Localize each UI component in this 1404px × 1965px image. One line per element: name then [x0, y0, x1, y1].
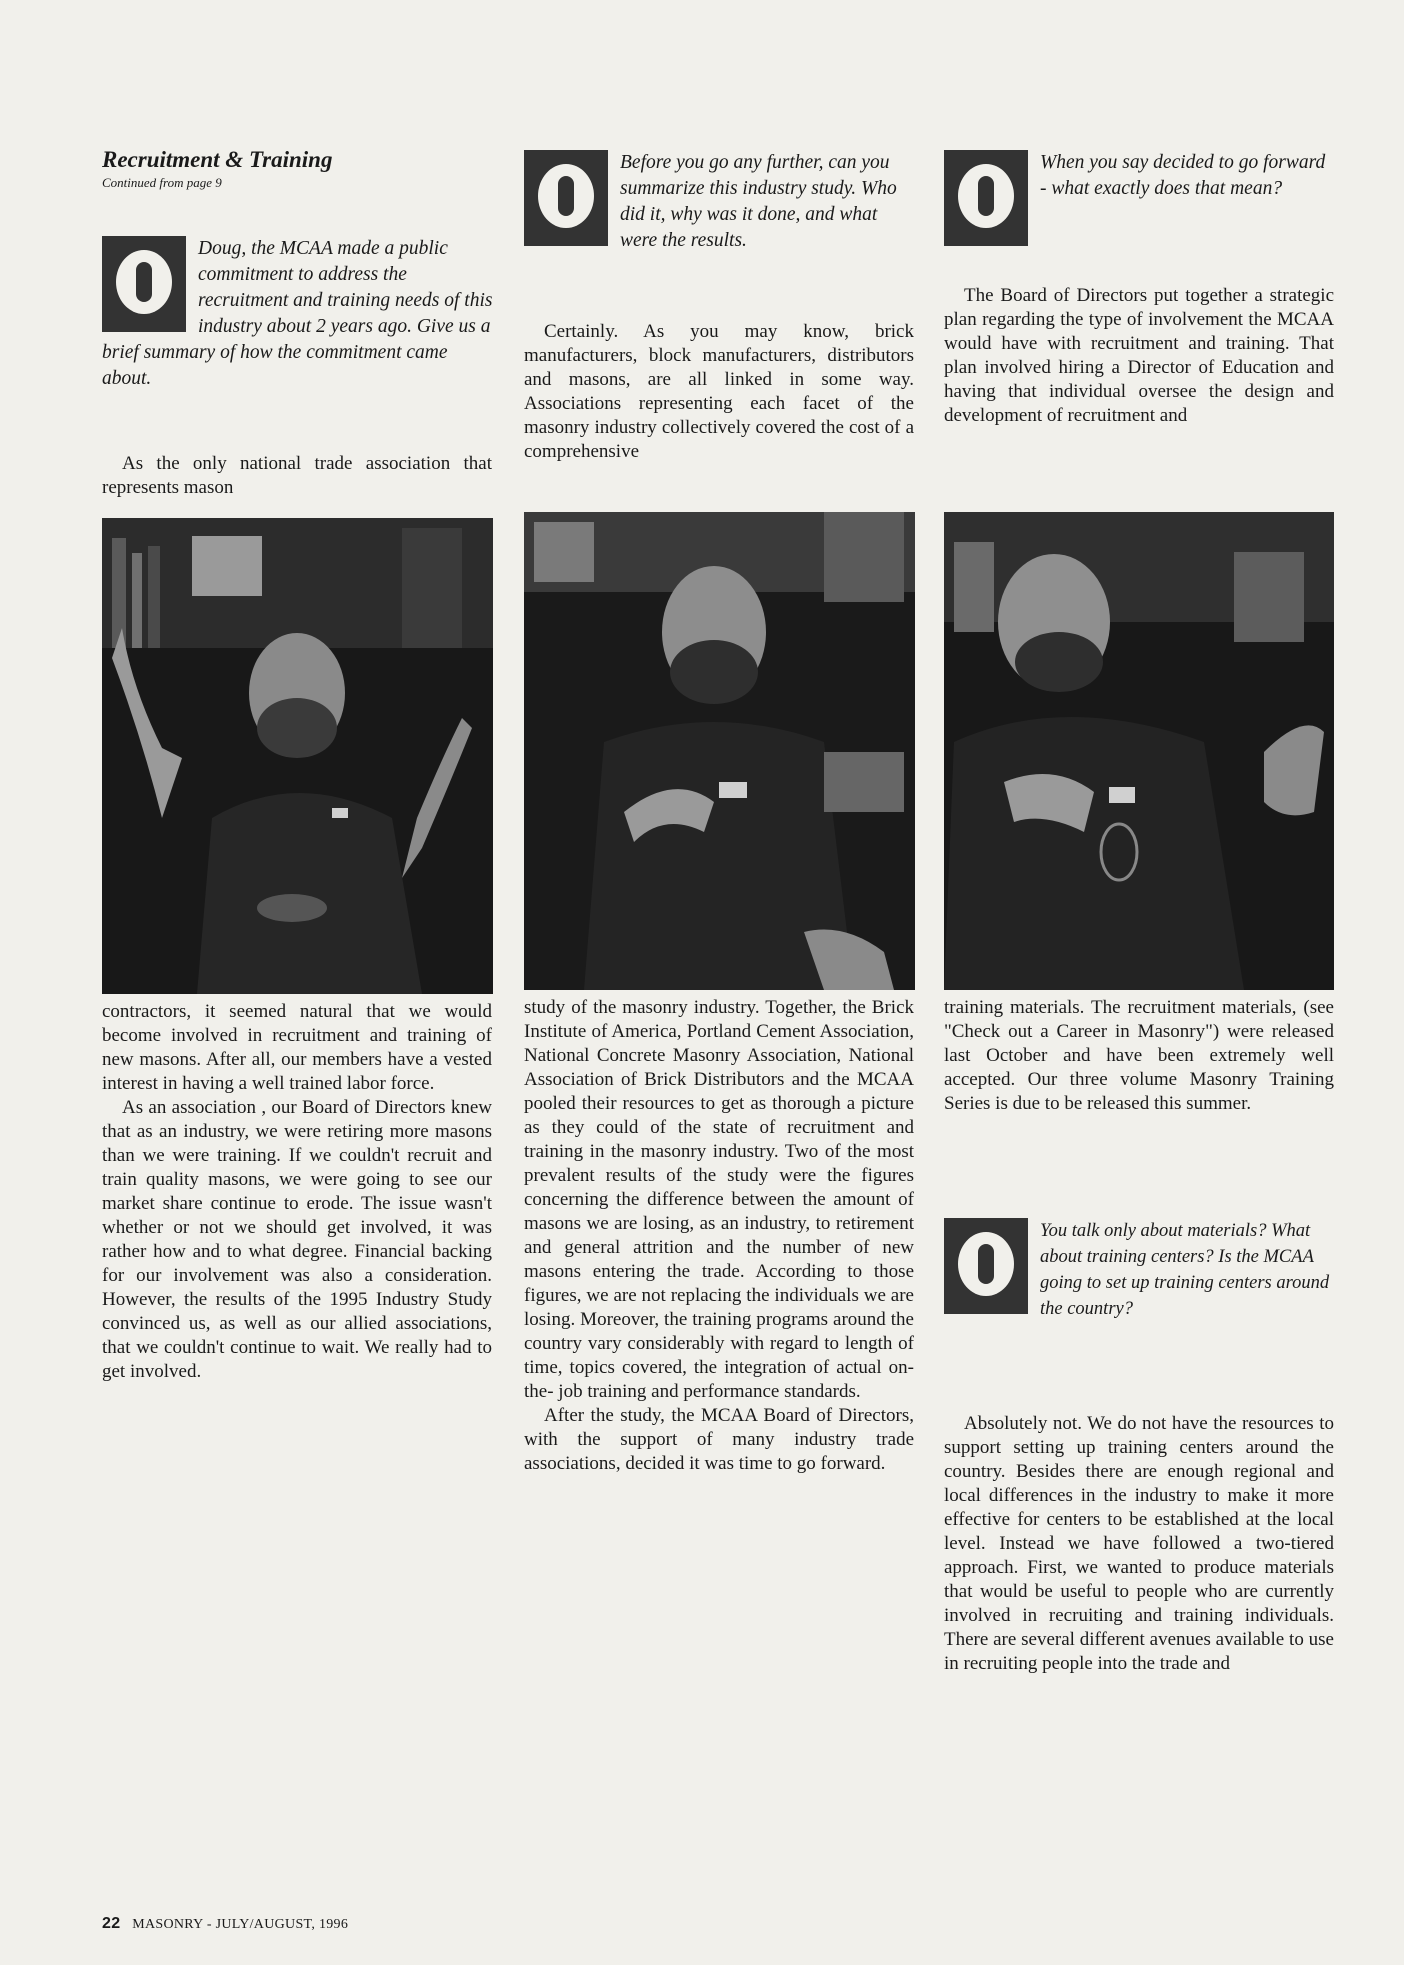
q-icon — [524, 150, 608, 246]
publication-line: MASONRY - JULY/AUGUST, 1996 — [132, 1917, 349, 1932]
paragraph: contractors, it seemed natural that we would become involved in recruitment and training of new masons. After all, our members have a vested interest in having a well trained labor force. — [102, 1001, 492, 1094]
question-text: You talk only about materials? What about training centers? Is the MCAA going to set up training centers around the country? — [1040, 1221, 1330, 1319]
paragraph: After the study, the MCAA Board of Directors, with the support of many industry trade associations, decided it was time to go forward. — [524, 1405, 914, 1474]
continued-note: Continued from page 9 — [102, 175, 222, 190]
question-block-1 — [102, 236, 494, 392]
question-text: Doug, the MCAA made a public commitment to address the recruitment and training needs of this industry about 2 years ago. Give us a brief summary of how the commitment came about. — [102, 238, 493, 389]
page-footer — [102, 1915, 348, 1933]
paragraph: As the only national trade association that represents mason — [102, 453, 492, 498]
question-text: When you say decided to go forward - what exactly does that mean? — [1040, 152, 1326, 199]
section-title: Recruitment & Training — [102, 147, 333, 172]
interview-photo-3 — [944, 512, 1334, 990]
article-text-col-c-top — [944, 284, 1334, 428]
interview-photo-1 — [102, 518, 493, 994]
article-text-col-b-top — [524, 320, 914, 464]
question-block-2 — [524, 150, 916, 254]
q-icon — [944, 1218, 1028, 1314]
article-text-col-c-middle — [944, 996, 1334, 1116]
paragraph: training materials. The recruitment materials, (see "Check out a Career in Masonry") were released last October and have been extremely well accepted. Our three volume Masonry Training Series is due to be released this summer. — [944, 997, 1334, 1114]
article-text-col-a-bottom — [102, 1000, 492, 1384]
paragraph: Certainly. As you may know, brick manufacturers, block manufacturers, distributors and masons, are all linked in some way. Associations representing each facet of the masonry industry collectively covered the cost of a comprehensive — [524, 321, 914, 462]
article-text-col-c-bottom — [944, 1412, 1334, 1676]
article-text-col-b-bottom — [524, 996, 914, 1476]
q-icon — [102, 236, 186, 332]
paragraph: study of the masonry industry. Together, the Brick Institute of America, Portland Cement Association, National Concrete Masonry Association, National Association of Brick Distributors and the MCAA pooled their resources to get as thorough a picture as they could of the state of recruitment and training in the masonry industry. Two of the most prevalent results of the study were the figures concerning the difference between the amount of masons we are losing, as an industry, to retirement and general attrition and the number of new masons entering the trade. According to those figures, we are not replacing the individuals we are losing. Moreover, the training programs around the country vary considerably with regard to length of time, topics covered, the integration of actual on-the- job training and performance standards. — [524, 997, 914, 1402]
paragraph: Absolutely not. We do not have the resources to support setting up training centers around the country. Besides there are enough regional and local differences in the industry to make it more effective for centers to be established at the local level. Instead we have followed a two-tiered approach. First, we wanted to produce materials that would be useful to people who are currently involved in recruiting and training individuals. There are several different avenues available to use in recruiting people into the trade and — [944, 1413, 1334, 1674]
question-block-4 — [944, 1218, 1336, 1322]
question-block-3 — [944, 150, 1336, 250]
question-text: Before you go any further, can you summarize this industry study. Who did it, why was it done, and what were the results. — [620, 152, 897, 251]
paragraph: The Board of Directors put together a strategic plan regarding the type of involvement the MCAA would have with recruitment and training. That plan involved hiring a Director of Education and having that individual oversee the design and development of recruitment and — [944, 285, 1334, 426]
interview-photo-2 — [524, 512, 915, 990]
article-text-col-a-top — [102, 452, 492, 500]
q-icon — [944, 150, 1028, 246]
paragraph: As an association , our Board of Directors knew that as an industry, we were retiring more masons than we were training. If we couldn't recruit and train quality masons, we were going to see our market share continue to erode. The issue wasn't whether or not we should get involved, it was rather how and to what degree. Financial backing for our involvement was also a consideration. However, the results of the 1995 Industry Study convinced us, as well as our allied associations, that we couldn't continue to wait. We really had to get involved. — [102, 1097, 492, 1382]
page-number: 22 — [102, 1915, 121, 1932]
